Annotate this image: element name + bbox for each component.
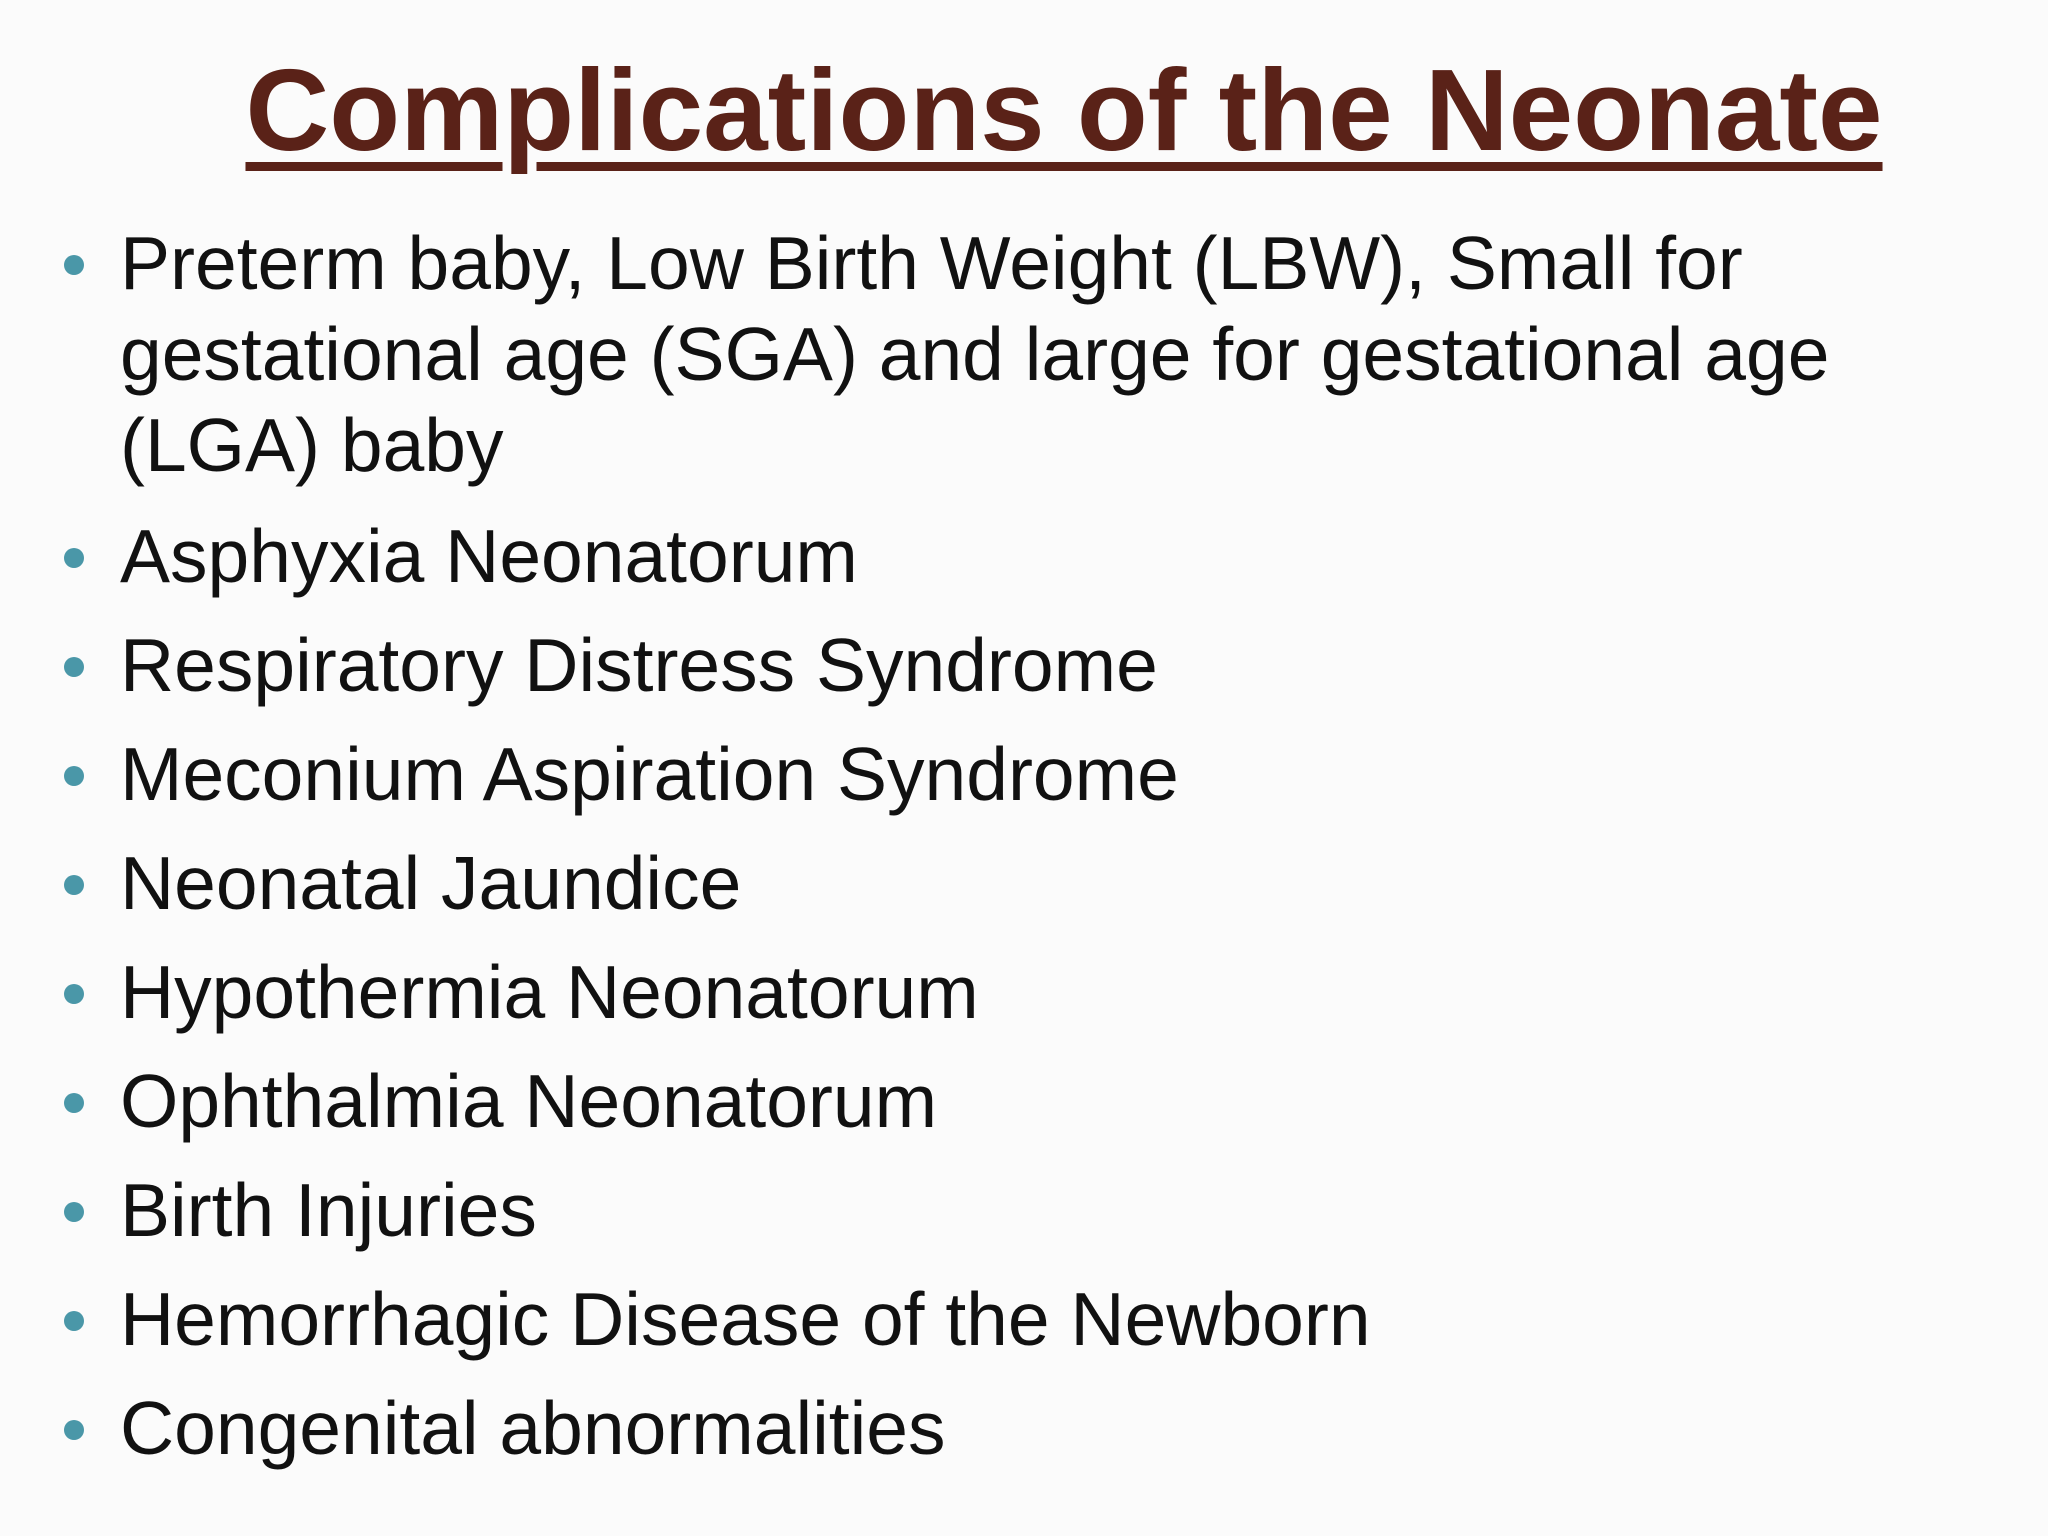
- bullet-item-meconium: [62, 729, 1962, 820]
- bullet-item-preterm: [62, 218, 1962, 491]
- bullet-dot-icon: [64, 1093, 84, 1113]
- bullet-text: Respiratory Distress Syndrome: [120, 623, 1158, 707]
- bullet-text: Asphyxia Neonatorum: [120, 514, 858, 598]
- bullet-dot-icon: [64, 984, 84, 1004]
- bullet-text: Hemorrhagic Disease of the Newborn: [120, 1277, 1371, 1361]
- bullet-dot-icon: [64, 875, 84, 895]
- bullet-text: Neonatal Jaundice: [120, 841, 742, 925]
- bullet-text: [120, 218, 1940, 491]
- bullet-dot-icon: [64, 657, 84, 677]
- slide-title: Complications of the Neonate: [245, 45, 1883, 175]
- bullet-item-congenital: [62, 1383, 1962, 1474]
- bullet-text: Ophthalmia Neonatorum: [120, 1059, 938, 1143]
- bullet-text: Hypothermia Neonatorum: [120, 950, 979, 1034]
- bullet-dot-icon: [64, 1311, 84, 1331]
- bullet-dot-icon: [64, 548, 84, 568]
- bullet-item-hemorrhagic: [62, 1274, 1962, 1365]
- bullet-dot-icon: [64, 1420, 84, 1440]
- bullet-dot-icon: [64, 766, 84, 786]
- bullet-line: (LGA) baby: [120, 403, 504, 487]
- bullet-item-ophthalmia: [62, 1056, 1962, 1147]
- bullet-line: gestational age (SGA) and large for gestational age: [120, 312, 1830, 396]
- bullet-text: Birth Injuries: [120, 1168, 537, 1252]
- bullet-list: [62, 218, 1962, 1492]
- bullet-dot-icon: [64, 255, 84, 275]
- bullet-text: Meconium Aspiration Syndrome: [120, 732, 1179, 816]
- bullet-item-jaundice: [62, 838, 1962, 929]
- bullet-item-hypothermia: [62, 947, 1962, 1038]
- bullet-line: Preterm baby, Low Birth Weight (LBW), Small for: [120, 221, 1743, 305]
- bullet-item-asphyxia: [62, 511, 1962, 602]
- bullet-item-rds: [62, 620, 1962, 711]
- bullet-dot-icon: [64, 1202, 84, 1222]
- bullet-item-birth-injuries: [62, 1165, 1962, 1256]
- bullet-text: Congenital abnormalities: [120, 1386, 946, 1470]
